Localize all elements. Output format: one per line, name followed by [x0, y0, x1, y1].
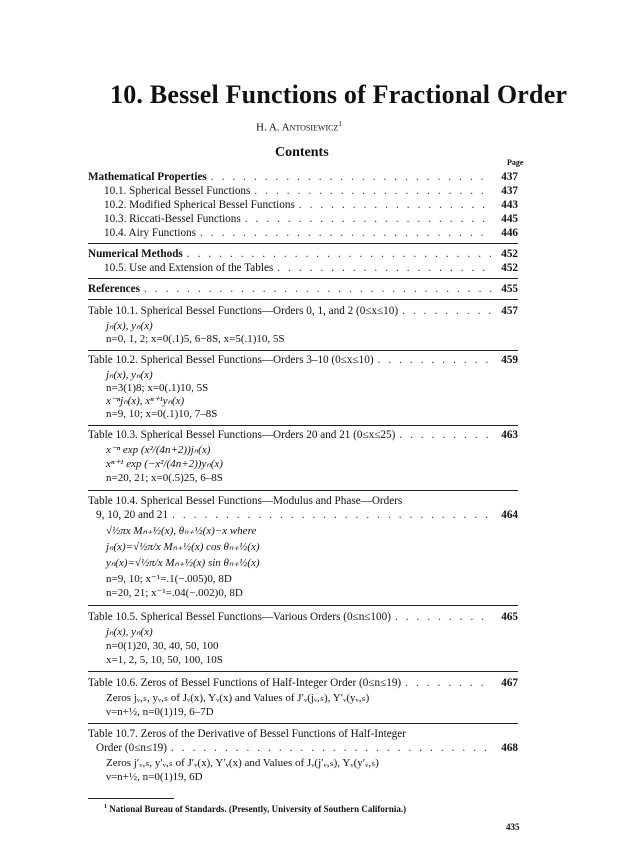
toc-entry-label: 10.2. Modified Spherical Bessel Functions — [104, 199, 295, 211]
section-divider — [88, 243, 518, 244]
page-number: 435 — [506, 822, 520, 832]
table-entry-continued — [96, 741, 518, 755]
section-divider — [88, 425, 518, 426]
toc-entry-label: 10.1. Spherical Bessel Functions — [104, 185, 251, 197]
section-divider — [88, 350, 518, 351]
toc-entry-label: References — [88, 283, 140, 295]
toc-entry-label: Numerical Methods — [88, 248, 183, 260]
toc-entry-page: 452 — [501, 262, 518, 274]
footnote-mark: 1 — [104, 804, 107, 810]
author — [256, 120, 342, 134]
toc-entry — [104, 198, 518, 212]
section-divider — [88, 605, 518, 606]
author-name: H. A. Antosiewicz — [256, 121, 339, 134]
toc-entry-label: Mathematical Properties — [88, 171, 207, 183]
table-entry-title-continued: Order (0≤n≤19) — [96, 742, 167, 754]
table-entry-title: Table 10.2. Spherical Bessel Functions—Orders 3–10 (0≤x≤10) — [88, 354, 374, 366]
table-entry-page: 463 — [501, 429, 518, 441]
table-entry-line: n=3(1)8; x=0(.1)10, 5S — [106, 382, 209, 394]
table-entry-page: 468 — [501, 742, 518, 754]
table-entry-line: n=0(1)20, 30, 40, 50, 100 — [106, 640, 219, 652]
toc-entry — [104, 212, 518, 226]
table-entry-title: Table 10.6. Zeros of Bessel Functions of Half-Integer Order (0≤n≤19) — [88, 677, 402, 689]
toc-entry-page: 455 — [501, 283, 518, 295]
table-entry — [88, 676, 518, 690]
table-entry-title: Table 10.5. Spherical Bessel Functions—Various Orders (0≤n≤100) — [88, 611, 391, 623]
table-entry — [88, 727, 518, 741]
author-footnote-mark: 1 — [338, 120, 342, 128]
table-entry-page: 464 — [501, 509, 518, 521]
table-entry-line: Zeros j′ᵥ,ₛ, y′ᵥ,ₛ of J′ᵥ(x), Y′ᵥ(x) and Values of Jᵥ(j′ᵥ,ₛ), Yᵥ(y′ᵥ,ₛ) — [106, 757, 379, 769]
section-divider — [88, 278, 518, 279]
toc-entry-page: 437 — [501, 185, 518, 197]
toc-entry-label: 10.3. Riccati-Bessel Functions — [104, 213, 241, 225]
table-entry-line: x⁻ⁿjₙ(x), xⁿ⁺¹yₙ(x) — [106, 395, 185, 407]
table-entry-page: 457 — [501, 305, 518, 317]
section-divider — [88, 490, 518, 491]
table-entry-title: Table 10.1. Spherical Bessel Functions—Orders 0, 1, and 2 (0≤x≤10) — [88, 305, 399, 317]
section-divider — [88, 723, 518, 724]
toc-entry — [104, 226, 518, 240]
table-entry-line: xⁿ⁺¹ exp (−x²/(4n+2))yₙ(x) — [106, 458, 223, 470]
table-entry-line: n=0, 1, 2; x=0(.1)5, 6−8S, x=5(.1)10, 5S — [106, 333, 285, 345]
table-entry-line: √½πx Mₙ₊½(x), θₙ₊½(x)−x where — [106, 525, 257, 537]
table-entry-line: jₙ(x), yₙ(x) — [106, 320, 153, 332]
table-entry-page: 459 — [501, 354, 518, 366]
contents-title: Contents — [275, 145, 329, 160]
toc-entry — [88, 282, 518, 296]
table-entry-line: jₙ(x), yₙ(x) — [106, 369, 153, 381]
table-entry-page: 465 — [501, 611, 518, 623]
toc-entry — [104, 261, 518, 275]
toc-entry — [88, 247, 518, 261]
toc-entry-page: 437 — [501, 171, 518, 183]
table-entry-line: ν=n+½, n=0(1)19, 6D — [106, 771, 203, 783]
table-entry-continued — [96, 508, 518, 522]
toc-entry-page: 452 — [501, 248, 518, 260]
table-entry-line: n=9, 10; x⁻¹=.1(−.005)0, 8D — [106, 573, 232, 585]
table-entry-title: Table 10.7. Zeros of the Derivative of Bessel Functions of Half-Integer — [88, 728, 406, 740]
toc-entry-label: 10.4. Airy Functions — [104, 227, 196, 239]
table-entry-line: Zeros jᵥ,ₛ, yᵥ,ₛ of Jᵥ(x), Yᵥ(x) and Values of J′ᵥ(jᵥ,ₛ), Y′ᵥ(yᵥ,ₛ) — [106, 692, 370, 704]
toc-entry-page: 443 — [501, 199, 518, 211]
toc-entry-page: 445 — [501, 213, 518, 225]
page-column-heading: Page — [507, 158, 524, 167]
toc-entry-label: 10.5. Use and Extension of the Tables — [104, 262, 274, 274]
section-divider — [88, 671, 518, 672]
table-entry-line: jₙ(x), yₙ(x) — [106, 626, 153, 638]
table-entry-line: yₙ(x)=√½π/x Mₙ₊½(x) sin θₙ₊½(x) — [106, 557, 260, 569]
table-entry-title-continued: 9, 10, 20 and 21 — [96, 509, 169, 521]
table-entry-line: jₙ(x)=√½π/x Mₙ₊½(x) cos θₙ₊½(x) — [106, 541, 260, 553]
chapter-title: 10. Bessel Functions of Fractional Order — [110, 80, 568, 109]
footnote-text: National Bureau of Standards. (Presently, University of Southern California.) — [109, 804, 407, 814]
table-entry-title: Table 10.4. Spherical Bessel Functions—Modulus and Phase—Orders — [88, 495, 403, 507]
table-entry-line: x=1, 2, 5, 10, 50, 100, 10S — [106, 654, 223, 666]
table-entry-title: Table 10.3. Spherical Bessel Functions—Orders 20 and 21 (0≤x≤25) — [88, 429, 396, 441]
toc-entry-page: 446 — [501, 227, 518, 239]
footnote — [104, 804, 406, 814]
table-entry-line: n=20, 21; x⁻¹=.04(−.002)0, 8D — [106, 587, 243, 599]
table-entry — [88, 353, 518, 367]
toc-entry — [88, 170, 518, 184]
footnote-rule — [88, 798, 174, 799]
table-entry — [88, 428, 518, 442]
table-entry — [88, 610, 518, 624]
table-entry-line: ν=n+½, n=0(1)19, 6–7D — [106, 706, 214, 718]
toc-entry — [104, 184, 518, 198]
section-divider — [88, 299, 518, 300]
table-entry — [88, 304, 518, 318]
table-entry-page: 467 — [501, 677, 518, 689]
table-entry — [88, 494, 518, 508]
table-entry-line: n=9, 10; x=0(.1)10, 7–8S — [106, 408, 218, 420]
table-entry-line: n=20, 21; x=0(.5)25, 6–8S — [106, 472, 223, 484]
table-entry-line: x⁻ⁿ exp (x²/(4n+2))jₙ(x) — [106, 444, 211, 456]
